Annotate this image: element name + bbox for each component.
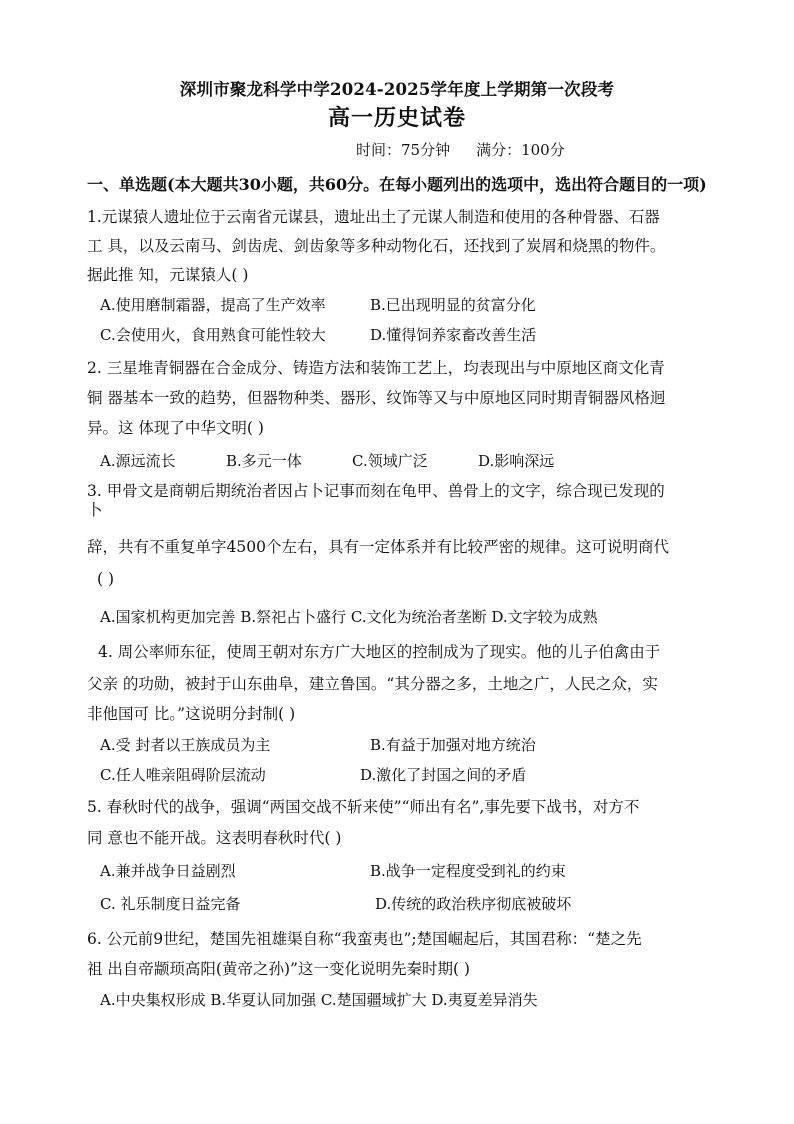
question-5-option-b: B.战争一定程度受到礼的约束 — [370, 862, 566, 880]
question-2-option-a: A.源远流长 — [100, 452, 176, 470]
school-exam-heading: 深圳市聚龙科学中学2024-2025学年度上学期第一次段考 — [179, 80, 615, 99]
question-1-line-2: 工 具，以及云南马、剑齿虎、剑齿象等多种动物化石，还找到了炭屑和烧黑的物件。 — [87, 237, 666, 255]
question-1-line-3: 据此推 知，元谋猿人( ) — [87, 266, 249, 284]
question-5-option-a: A.兼并战争日益剧烈 — [100, 862, 236, 880]
question-4-line-3: 非他国可 比。”这说明分封制( ) — [87, 705, 296, 723]
question-5-option-c: C. 礼乐制度日益完备 — [100, 895, 241, 913]
question-2-option-b: B.多元一体 — [226, 452, 302, 470]
question-2-option-c: C.领域广泛 — [352, 452, 428, 470]
question-3-line-3: 辞，共有不重复单字4500个左右，具有一定体系并有比较严密的规律。这可说明商代 — [87, 538, 669, 556]
question-1-line-1: 1.元谋猿人遗址位于云南省元谋县，遗址出土了元谋人制造和使用的各种骨器、石器 — [87, 208, 660, 226]
question-2-option-d: D.影响深远 — [478, 452, 555, 470]
question-4-option-d: D.激化了封国之间的矛盾 — [360, 766, 527, 784]
question-6-options: A.中央集权形成 B.华夏认同加强 C.楚国疆域扩大 D.夷夏差异消失 — [100, 991, 538, 1009]
exam-meta — [356, 140, 565, 160]
question-3-options: A.国家机构更加完善 B.祭祀占卜盛行 C.文化为统治者垄断 D.文字较为成熟 — [100, 608, 598, 626]
question-1-option-b: B.已出现明显的贫富分化 — [370, 296, 536, 314]
question-5-line-1: 5. 春秋时代的战争，强调“两国交战不斩来使”“师出有名”,事先要下战书，对方不 — [87, 798, 640, 816]
question-4-option-b: B.有益于加强对地方统治 — [370, 736, 536, 754]
question-2-line-1: 2. 三星堆青铜器在合金成分、铸造方法和装饰工艺上，均表现出与中原地区商文化青 — [87, 359, 665, 377]
question-4-option-a: A.受 封者以王族成员为主 — [100, 736, 271, 754]
question-2-line-2: 铜 器基本一致的趋势，但器物种类、器形、纹饰等又与中原地区同时期青铜器风格迥 — [87, 389, 666, 407]
question-6-line-1: 6. 公元前9世纪，楚国先祖雄渠自称“我蛮夷也”;楚国崛起后，其国君称：“楚之先 — [87, 930, 642, 948]
question-4-line-2: 父亲 的功勋，被封于山东曲阜，建立鲁国。“其分器之多，土地之广，人民之众，实 — [87, 675, 658, 693]
section-title: 一、单选题(本大题共30小题，共60分。在每小题列出的选项中，选出符合题目的一项) — [87, 175, 707, 194]
question-4-line-1: 4. 周公率师东征，使周王朝对东方广大地区的控制成为了现实。他的儿子伯禽由于 — [98, 643, 661, 661]
question-3-answer-blank: ( ) — [97, 570, 115, 588]
question-3-line-1: 3. 甲骨文是商朝后期统治者因占卜记事而刻在龟甲、兽骨上的文字，综合现已发现的 — [87, 482, 665, 500]
question-1-option-c: C.会使用火，食用熟食可能性较大 — [100, 326, 326, 344]
question-4-option-c: C.任人唯亲阻碍阶层流动 — [100, 766, 266, 784]
question-1-option-a: A.使用磨制霜器，提高了生产效率 — [100, 296, 326, 314]
question-2-line-3: 异。这 体现了中华文明( ) — [87, 419, 264, 437]
exam-time: 时间：75分钟 — [356, 141, 451, 159]
question-5-option-d: D.传统的政治秩序彻底被破坏 — [375, 895, 572, 913]
question-6-line-2: 祖 出自帝颛顼高阳(黄帝之孙)”这一变化说明先秦时期( ) — [87, 960, 470, 978]
exam-score: 满分：100分 — [476, 141, 565, 159]
question-1-option-d: D.懂得饲养家畜改善生活 — [370, 326, 537, 344]
question-5-line-2: 同 意也不能开战。这表明春秋时代( ) — [87, 829, 342, 847]
question-3-line-2: 卜 — [87, 501, 103, 519]
exam-title: 高一历史试卷 — [327, 105, 466, 131]
